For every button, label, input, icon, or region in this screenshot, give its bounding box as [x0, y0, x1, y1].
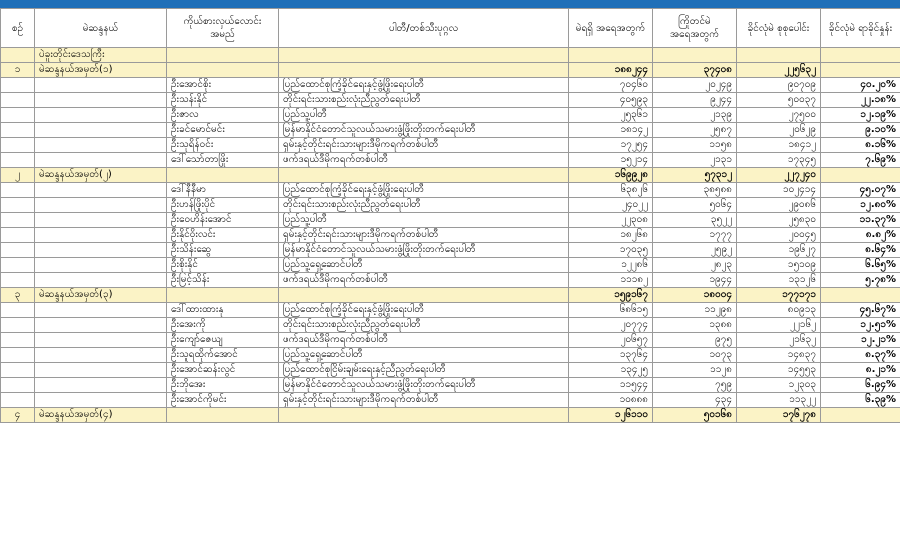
candidate-total-votes: ၁၈၄၁၂ — [737, 138, 821, 153]
candidate-party: တိုင်းရင်းသားစည်းလုံးညီညွတ်ရေးပါတီ — [279, 93, 569, 108]
empty-cell — [1, 333, 35, 348]
candidate-advance-votes: ၁၇၇၇ — [653, 228, 737, 243]
empty-cell — [35, 78, 167, 93]
candidate-name: ဦးမြင့်သိန်း — [167, 273, 279, 288]
candidate-percentage: ၇.၆၉% — [821, 153, 900, 168]
candidate-party: တိုင်းရင်းသားစည်းလုံးညီညွတ်ရေးပါတီ — [279, 318, 569, 333]
candidate-name: ဦးဝေဟိန်းအောင် — [167, 213, 279, 228]
constituency-advance-votes: ၁၈၀၀၄ — [653, 288, 737, 303]
candidate-advance-votes: ၁၁၂၈ — [653, 363, 737, 378]
candidate-name: ဦးကျော်ဇေယျ — [167, 333, 279, 348]
candidate-row — [1, 123, 900, 138]
candidate-advance-votes: ၂၁၃၉ — [653, 108, 737, 123]
candidate-advance-votes: ၂၈၂၃ — [653, 258, 737, 273]
constituency-name: မဲဆန္ဒနယ်အမှတ်(၄) — [35, 408, 167, 423]
candidate-name: ဦးဟန်ဖြိုးပိုင် — [167, 198, 279, 213]
constituency-total-votes: ၂၂၇၂၄၀ — [737, 168, 821, 183]
results-body — [1, 48, 900, 423]
candidate-advance-votes: ၃၈၅၈၈ — [653, 183, 737, 198]
column-header: ကိုယ်စားလှယ်လောင်း အမည် — [167, 9, 279, 48]
empty-cell — [279, 63, 569, 78]
top-banner — [0, 0, 900, 8]
candidate-party: ရှမ်းနှင့်တိုင်းရင်းသားများဒီမိုကရက်တစ်ပါတီ — [279, 228, 569, 243]
empty-cell — [35, 228, 167, 243]
candidate-percentage: ၈.၁၆% — [821, 138, 900, 153]
empty-cell — [1, 378, 35, 393]
column-header: ခိုင်လုံမဲ စုစုပေါင်း — [737, 9, 821, 48]
candidate-votes: ၂၀၆၅၇ — [569, 333, 653, 348]
candidate-row — [1, 78, 900, 93]
constituency-total-votes: ၁၇၆၂၇၈ — [737, 408, 821, 423]
column-header: ခိုင်လုံမဲ ရာခိုင်နှုန်း — [821, 9, 900, 48]
constituency-row — [1, 408, 900, 423]
candidate-votes: ၁၂၂၈၆ — [569, 258, 653, 273]
candidate-total-votes: ၂၉၀၈၆ — [737, 198, 821, 213]
constituency-advance-votes: ၅၀၁၆၈ — [653, 408, 737, 423]
empty-cell — [1, 348, 35, 363]
empty-cell — [35, 303, 167, 318]
candidate-total-votes: ၁၅၁၀၉ — [737, 258, 821, 273]
candidate-total-votes: ၂၂၁၆၂ — [737, 318, 821, 333]
candidate-row — [1, 213, 900, 228]
empty-cell — [35, 123, 167, 138]
candidate-party: ပြည်သူ့ပါတီ — [279, 213, 569, 228]
constituency-votes: ၁၆၉၉၂၈ — [569, 168, 653, 183]
candidate-name: ဦးအောင်စိုး — [167, 78, 279, 93]
candidate-advance-votes: ၂၁၃၁ — [653, 153, 737, 168]
candidate-advance-votes: ၁၀၇၃ — [653, 348, 737, 363]
candidate-percentage: ၁၂.၈၀% — [821, 198, 900, 213]
constituency-no: ၄ — [1, 408, 35, 423]
empty-cell — [35, 318, 167, 333]
candidate-name: ဦးဇာလ — [167, 108, 279, 123]
empty-cell — [1, 198, 35, 213]
candidate-row — [1, 273, 900, 288]
candidate-votes: ၇၀၄၆၀ — [569, 78, 653, 93]
candidate-name: ဦးနိုင်ဝိုးလင်း — [167, 228, 279, 243]
candidate-row — [1, 303, 900, 318]
candidate-total-votes: ၂၅၈၃၀ — [737, 213, 821, 228]
candidate-row — [1, 258, 900, 273]
empty-cell — [1, 228, 35, 243]
empty-cell — [1, 243, 35, 258]
candidate-row — [1, 108, 900, 123]
constituency-total-votes: ၁၇၇၁၇၁ — [737, 288, 821, 303]
candidate-party: ပြည်ထောင်စုငြိမ်းချမ်းရေးနှင့်ညီညွတ်ရေးပါတီ — [279, 363, 569, 378]
empty-cell — [35, 108, 167, 123]
candidate-votes: ၄၀၅၉၃ — [569, 93, 653, 108]
candidate-votes: ၁၁၁၈၂ — [569, 273, 653, 288]
constituency-row — [1, 63, 900, 78]
empty-cell — [1, 393, 35, 408]
candidate-percentage: ၈.၈၂% — [821, 228, 900, 243]
candidate-advance-votes: ၇၅၉ — [653, 378, 737, 393]
candidate-total-votes: ၁၁၃၂၂ — [737, 393, 821, 408]
candidate-advance-votes: ၃၅၂၂ — [653, 213, 737, 228]
candidate-votes: ၂၅၃၆၁ — [569, 108, 653, 123]
candidate-advance-votes: ၉၂၄၄ — [653, 93, 737, 108]
candidate-name: ဦးဘိုအေး — [167, 378, 279, 393]
candidate-percentage: ၁၂.၂၁% — [821, 333, 900, 348]
empty-cell — [1, 183, 35, 198]
candidate-row — [1, 333, 900, 348]
constituency-total-votes: ၂၂၅၆၃၂ — [737, 63, 821, 78]
candidate-row — [1, 93, 900, 108]
candidate-percentage: ၂၂.၁၈% — [821, 93, 900, 108]
candidate-party: မြန်မာနိုင်ငံတောင်သူလယ်သမားဖွံ့ဖြိုးတိုးတက်ရေးပါတီ — [279, 123, 569, 138]
candidate-total-votes: ၂၀၆၂၉ — [737, 123, 821, 138]
constituency-advance-votes: ၅၇၃၁၂ — [653, 168, 737, 183]
empty-cell — [1, 123, 35, 138]
empty-cell — [279, 288, 569, 303]
candidate-name: ဒေါ်သော်တာဖြိုး — [167, 153, 279, 168]
candidate-party: ဖက်ဒရယ်ဒီမိုကရက်တစ်ပါတီ — [279, 153, 569, 168]
empty-cell — [35, 273, 167, 288]
candidate-votes: ၁၃၄၂၅ — [569, 363, 653, 378]
candidate-percentage: ၉.၁၀% — [821, 123, 900, 138]
candidate-advance-votes: ၁၁၅၈ — [653, 138, 737, 153]
candidate-total-votes: ၁၀၂၄၁၄ — [737, 183, 821, 198]
candidate-total-votes: ၂၇၅၀၀ — [737, 108, 821, 123]
candidate-party: ပြည်ထောင်စုကြံ့ခိုင်ရေးနှင့်ဖွံ့ဖြိုးရေးပါတီ — [279, 303, 569, 318]
candidate-total-votes: ၅၀၀၃၇ — [737, 93, 821, 108]
candidate-party: ပြည်ထောင်စုကြံ့ခိုင်ရေးနှင့်ဖွံ့ဖြိုးရေးပါတီ — [279, 183, 569, 198]
empty-cell — [1, 258, 35, 273]
candidate-votes: ၆၃၈၂၆ — [569, 183, 653, 198]
empty-cell — [1, 138, 35, 153]
candidate-party: ဖက်ဒရယ်ဒီမိုကရက်တစ်ပါတီ — [279, 333, 569, 348]
candidate-advance-votes: ၄၃၄ — [653, 393, 737, 408]
candidate-party: ရှမ်းနှင့်တိုင်းရင်းသားများဒီမိုကရက်တစ်ပါတီ — [279, 138, 569, 153]
constituency-no: ၃ — [1, 288, 35, 303]
constituency-row — [1, 288, 900, 303]
empty-cell — [1, 363, 35, 378]
empty-cell — [35, 153, 167, 168]
empty-cell — [821, 168, 900, 183]
candidate-party: ပြည်သူ့ရှေ့ဆောင်ပါတီ — [279, 348, 569, 363]
candidate-votes: ၂၂၃၀၈ — [569, 213, 653, 228]
candidate-party: တိုင်းရင်းသားစည်းလုံးညီညွတ်ရေးပါတီ — [279, 198, 569, 213]
empty-cell — [35, 243, 167, 258]
constituency-no: ၂ — [1, 168, 35, 183]
candidate-row — [1, 348, 900, 363]
candidate-total-votes: ၁၉၆၂၇ — [737, 243, 821, 258]
empty-cell — [35, 363, 167, 378]
empty-cell — [1, 108, 35, 123]
candidate-votes: ၁၃၇၆၄ — [569, 348, 653, 363]
candidate-percentage: ၆.၉၄% — [821, 378, 900, 393]
candidate-percentage: ၆.၃၉% — [821, 393, 900, 408]
empty-cell — [35, 348, 167, 363]
empty-cell — [35, 258, 167, 273]
candidate-advance-votes: ၂၅၈၇ — [653, 123, 737, 138]
candidate-advance-votes: ၁၃၈၈ — [653, 318, 737, 333]
candidate-total-votes: ၈၀၉၁၃ — [737, 303, 821, 318]
candidate-votes: ၁၈၂၆၈ — [569, 228, 653, 243]
empty-cell — [167, 288, 279, 303]
constituency-votes: ၁၈၈၂၄၄ — [569, 63, 653, 78]
candidate-name: ဦးစိုးနိုင် — [167, 258, 279, 273]
candidate-total-votes: ၂၀၀၄၅ — [737, 228, 821, 243]
candidate-party: ရှမ်းနှင့်တိုင်းရင်းသားများဒီမိုကရက်တစ်ပါတီ — [279, 393, 569, 408]
candidate-name: ဦးခင်မောင်မင်း — [167, 123, 279, 138]
candidate-percentage: ၈.၂၁% — [821, 363, 900, 378]
candidate-advance-votes: ၁၁၂၉၈ — [653, 303, 737, 318]
candidate-name: ဦးအေးကို — [167, 318, 279, 333]
empty-cell — [35, 378, 167, 393]
column-header: မဲရရှိ အရေအတွက် — [569, 9, 653, 48]
candidate-percentage: ၄၅.၆၇% — [821, 303, 900, 318]
candidate-total-votes: ၂၁၆၃၂ — [737, 333, 821, 348]
candidate-total-votes: ၉၀၇၀၉ — [737, 78, 821, 93]
candidate-party: ပြည်သူ့ရှေ့ဆောင်ပါတီ — [279, 258, 569, 273]
region-name: ပဲခူးတိုင်းဒေသကြီး — [35, 48, 167, 63]
candidate-row — [1, 318, 900, 333]
election-results-table — [0, 8, 900, 423]
empty-cell — [1, 153, 35, 168]
candidate-advance-votes: ၂၀၂၄၉ — [653, 78, 737, 93]
candidate-total-votes: ၁၄၈၃၇ — [737, 348, 821, 363]
constituency-name: မဲဆန္ဒနယ်အမှတ်(၁) — [35, 63, 167, 78]
candidate-advance-votes: ၉၇၅ — [653, 333, 737, 348]
candidate-name: ဦးအောင်ဆန်းလွင် — [167, 363, 279, 378]
candidate-name: ဦးသန်းနိုင် — [167, 93, 279, 108]
candidate-row — [1, 183, 900, 198]
candidate-percentage: ၁၂.၅၁% — [821, 318, 900, 333]
candidate-total-votes: ၁၄၅၅၃ — [737, 363, 821, 378]
candidate-name: ဒေါ်နီနီမာ — [167, 183, 279, 198]
candidate-row — [1, 363, 900, 378]
candidate-total-votes: ၁၂၃၀၃ — [737, 378, 821, 393]
empty-cell — [35, 93, 167, 108]
candidate-advance-votes: ၅၀၆၄ — [653, 198, 737, 213]
empty-cell — [1, 318, 35, 333]
candidate-row — [1, 228, 900, 243]
empty-cell — [35, 198, 167, 213]
candidate-votes: ၁၈၁၄၂ — [569, 123, 653, 138]
candidate-total-votes: ၁၇၃၄၅ — [737, 153, 821, 168]
region-no-cell — [1, 48, 35, 63]
candidate-votes: ၂၀၇၇၄ — [569, 318, 653, 333]
candidate-advance-votes: ၁၉၄၄ — [653, 273, 737, 288]
constituency-votes: ၁၂၆၁၁၀ — [569, 408, 653, 423]
empty-cell — [35, 138, 167, 153]
constituency-advance-votes: ၃၇၄၀၈ — [653, 63, 737, 78]
empty-cell — [279, 408, 569, 423]
constituency-name: မဲဆန္ဒနယ်အမှတ်(၂) — [35, 168, 167, 183]
candidate-party: ပြည်ထောင်စုကြံ့ခိုင်ရေးနှင့်ဖွံ့ဖြိုးရေးပါတီ — [279, 78, 569, 93]
candidate-percentage: ၁၁.၃၇% — [821, 213, 900, 228]
candidate-votes: ၁၇၀၃၅ — [569, 243, 653, 258]
candidate-name: ဦးသူရထိုက်အောင် — [167, 348, 279, 363]
candidate-votes: ၂၄၀၂၂ — [569, 198, 653, 213]
candidate-votes: ၁၅၂၁၄ — [569, 153, 653, 168]
empty-cell — [821, 288, 900, 303]
empty-cell — [1, 303, 35, 318]
empty-cell — [821, 408, 900, 423]
empty-cell — [1, 273, 35, 288]
empty-cell — [1, 78, 35, 93]
candidate-votes: ၁၁၅၄၄ — [569, 378, 653, 393]
candidate-percentage: ၈.၆၄% — [821, 243, 900, 258]
header-row — [1, 9, 900, 48]
candidate-party: ပြည်သူ့ပါတီ — [279, 108, 569, 123]
candidate-party: မြန်မာနိုင်ငံတောင်သူလယ်သမားဖွံ့ဖြိုးတိုးတက်ရေးပါတီ — [279, 378, 569, 393]
candidate-name: ဒေါ်ထားထားနု — [167, 303, 279, 318]
column-header: ကြိုတင်မဲ အရေအတွက် — [653, 9, 737, 48]
candidate-votes: ၆၈၆၁၅ — [569, 303, 653, 318]
candidate-advance-votes: ၂၅၉၂ — [653, 243, 737, 258]
candidate-votes: ၁၇၂၅၄ — [569, 138, 653, 153]
empty-cell — [35, 393, 167, 408]
empty-cell — [35, 213, 167, 228]
candidate-row — [1, 153, 900, 168]
candidate-percentage: ၈.၃၇% — [821, 348, 900, 363]
column-header: စဉ် — [1, 9, 35, 48]
empty-cell — [35, 333, 167, 348]
empty-cell — [279, 168, 569, 183]
constituency-name: မဲဆန္ဒနယ်အမှတ်(၃) — [35, 288, 167, 303]
candidate-name: ဦးအောင်ကိုမင်း — [167, 393, 279, 408]
empty-cell — [821, 63, 900, 78]
candidate-percentage: ၄၀.၂၀% — [821, 78, 900, 93]
empty-cell — [167, 168, 279, 183]
candidate-percentage: ၄၅.၀၇% — [821, 183, 900, 198]
candidate-percentage: ၆.၆၅% — [821, 258, 900, 273]
region-row — [1, 48, 900, 63]
candidate-votes: ၁၀၈၈၈ — [569, 393, 653, 408]
constituency-row — [1, 168, 900, 183]
column-header: ပါတီ/တစ်သီးပုဂ္ဂလ — [279, 9, 569, 48]
candidate-party: ဖက်ဒရယ်ဒီမိုကရက်တစ်ပါတီ — [279, 273, 569, 288]
constituency-votes: ၁၅၉၁၆၇ — [569, 288, 653, 303]
candidate-row — [1, 198, 900, 213]
candidate-row — [1, 243, 900, 258]
candidate-party: မြန်မာနိုင်ငံတောင်သူလယ်သမားဖွံ့ဖြိုးတိုးတက်ရေးပါတီ — [279, 243, 569, 258]
candidate-name: ဦးသိန်းဆွေ — [167, 243, 279, 258]
candidate-percentage: ၅.၇၈% — [821, 273, 900, 288]
constituency-no: ၁ — [1, 63, 35, 78]
column-header: မဲဆန္ဒနယ် — [35, 9, 167, 48]
empty-cell — [1, 93, 35, 108]
empty-cell — [167, 408, 279, 423]
candidate-row — [1, 138, 900, 153]
candidate-row — [1, 393, 900, 408]
empty-cell — [35, 183, 167, 198]
candidate-total-votes: ၁၃၁၂၆ — [737, 273, 821, 288]
candidate-row — [1, 378, 900, 393]
empty-cell — [167, 63, 279, 78]
candidate-percentage: ၁၂.၁၉% — [821, 108, 900, 123]
candidate-name: ဦးသုရိန်ဝင်း — [167, 138, 279, 153]
empty-cell — [1, 213, 35, 228]
